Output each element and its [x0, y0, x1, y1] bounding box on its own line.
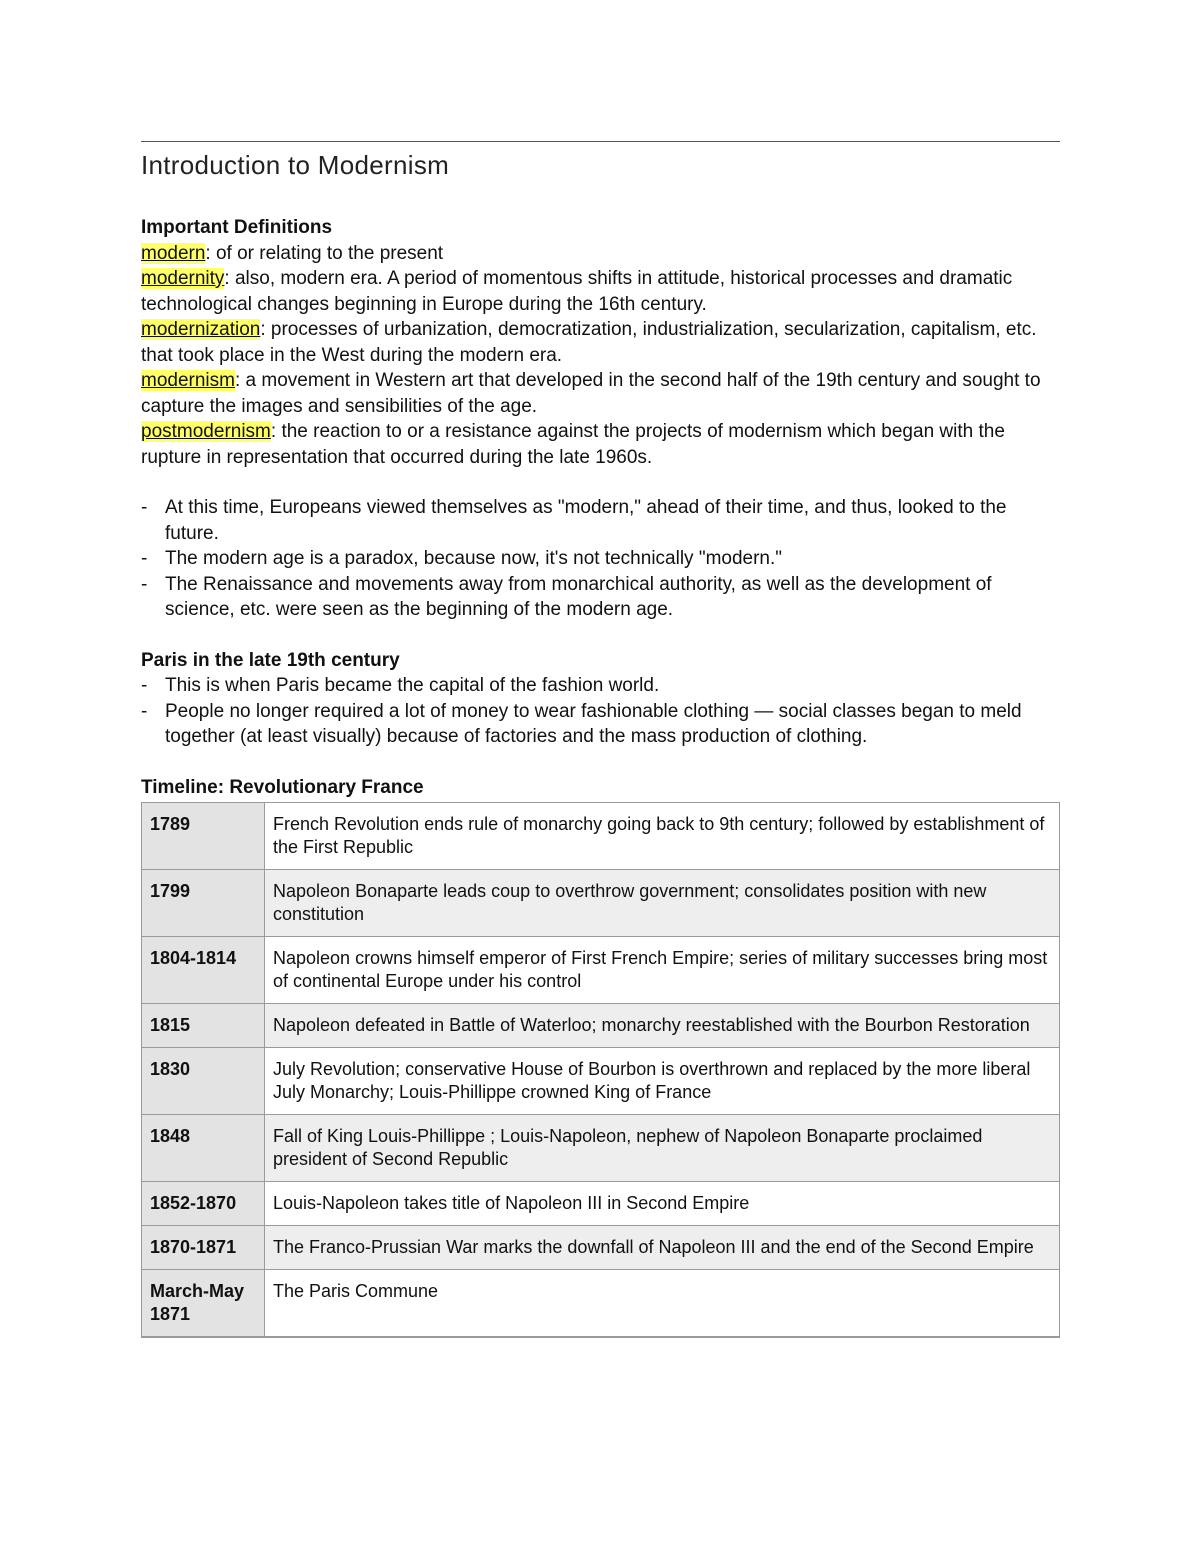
year-cell: March-May 1871 [142, 1270, 265, 1338]
definition-item [141, 317, 1060, 368]
timeline-table [141, 802, 1060, 1338]
event-cell: Napoleon Bonaparte leads coup to overthrow government; consolidates position with new constitution [265, 870, 1060, 937]
definition-text: : also, modern era. A period of momentous shifts in attitude, historical processes and dramatic technological changes beginning in Europe during the 16th century. [141, 268, 1013, 315]
list-item-text: People no longer required a lot of money to wear fashionable clothing — social classes began to meld together (at least visually) because of factories and the mass production of clothing. [165, 700, 1022, 747]
definition-term: postmodernism [141, 421, 271, 442]
definition-term: modernity [141, 268, 225, 289]
year-cell: 1870-1871 [142, 1226, 265, 1270]
event-cell: Napoleon crowns himself emperor of First French Empire; series of military successes bring most of continental Europe under his control [265, 937, 1060, 1004]
spacer [141, 470, 1060, 495]
definition-text: : the reaction to or a resistance against the projects of modernism which began with the rupture in representation that occurred during the late 1960s. [141, 421, 1005, 468]
list-item-text: At this time, Europeans viewed themselves as "modern," ahead of their time, and thus, looked to the future. [165, 497, 1007, 544]
year-cell: 1815 [142, 1004, 265, 1048]
year-cell: 1799 [142, 870, 265, 937]
dash-bullet-icon: - [141, 573, 148, 595]
list-item [141, 546, 1060, 572]
definition-item [141, 266, 1060, 317]
list-item [141, 572, 1060, 623]
definition-term: modernism [141, 370, 235, 391]
table-row [142, 870, 1060, 937]
list-item-text: The Renaissance and movements away from monarchical authority, as well as the development of science, etc. were seen as the beginning of the modern age. [165, 573, 992, 620]
table-row [142, 803, 1060, 870]
event-cell: Louis-Napoleon takes title of Napoleon III in Second Empire [265, 1182, 1060, 1226]
event-cell: Napoleon defeated in Battle of Waterloo; monarchy reestablished with the Bourbon Restoration [265, 1004, 1060, 1048]
definition-item [141, 419, 1060, 470]
spacer [141, 750, 1060, 775]
table-row [142, 1182, 1060, 1226]
event-cell: The Franco-Prussian War marks the downfall of Napoleon III and the end of the Second Empire [265, 1226, 1060, 1270]
list-item [141, 673, 1060, 699]
horizontal-rule [141, 141, 1060, 142]
dash-bullet-icon: - [141, 700, 148, 722]
dash-bullet-icon: - [141, 497, 148, 518]
definition-item [141, 241, 1060, 267]
dash-bullet-icon: - [141, 548, 148, 569]
definition-text: : a movement in Western art that developed in the second half of the 19th century and sought to capture the images and sensibilities of the age. [141, 370, 1041, 417]
event-cell: French Revolution ends rule of monarchy going back to 9th century; followed by establishment of the First Republic [265, 803, 1060, 870]
event-cell: The Paris Commune [265, 1270, 1060, 1338]
table-row [142, 1048, 1060, 1115]
definition-item [141, 368, 1060, 419]
table-row [142, 1004, 1060, 1048]
page-title: Introduction to Modernism [141, 150, 450, 180]
list-item-text: This is when Paris became the capital of the fashion world. [165, 675, 660, 696]
table-row [142, 1115, 1060, 1182]
definition-text: : of or relating to the present [205, 242, 444, 264]
year-cell: 1830 [142, 1048, 265, 1115]
spacer [141, 623, 1060, 648]
table-row [142, 937, 1060, 1004]
list-item [141, 699, 1060, 750]
list-item [141, 495, 1060, 546]
table-row [142, 1270, 1060, 1338]
paris-heading: Paris in the late 19th century [141, 649, 400, 671]
definition-term: modernization [141, 319, 261, 340]
timeline-heading: Timeline: Revolutionary France [141, 776, 424, 798]
definitions-bullet-list [141, 495, 1060, 623]
table-row [142, 1226, 1060, 1270]
paris-bullet-list [141, 673, 1060, 750]
event-cell: July Revolution; conservative House of Bourbon is overthrown and replaced by the more liberal July Monarchy; Louis-Phillippe crowned King of France [265, 1048, 1060, 1115]
definition-term: modern [141, 242, 206, 264]
year-cell: 1848 [142, 1115, 265, 1182]
definition-text: : processes of urbanization, democratization, industrialization, secularization, capitalism, etc. that took place in the West during the modern era. [141, 319, 1037, 366]
year-cell: 1804-1814 [142, 937, 265, 1004]
event-cell: Fall of King Louis-Phillippe ; Louis-Napoleon, nephew of Napoleon Bonaparte proclaimed president of Second Republic [265, 1115, 1060, 1182]
document-body [141, 215, 1060, 1338]
definitions-heading: Important Definitions [141, 217, 333, 238]
dash-bullet-icon: - [141, 675, 148, 696]
list-item-text: The modern age is a paradox, because now, it's not technically "modern." [165, 548, 783, 569]
year-cell: 1852-1870 [142, 1182, 265, 1226]
year-cell: 1789 [142, 803, 265, 870]
